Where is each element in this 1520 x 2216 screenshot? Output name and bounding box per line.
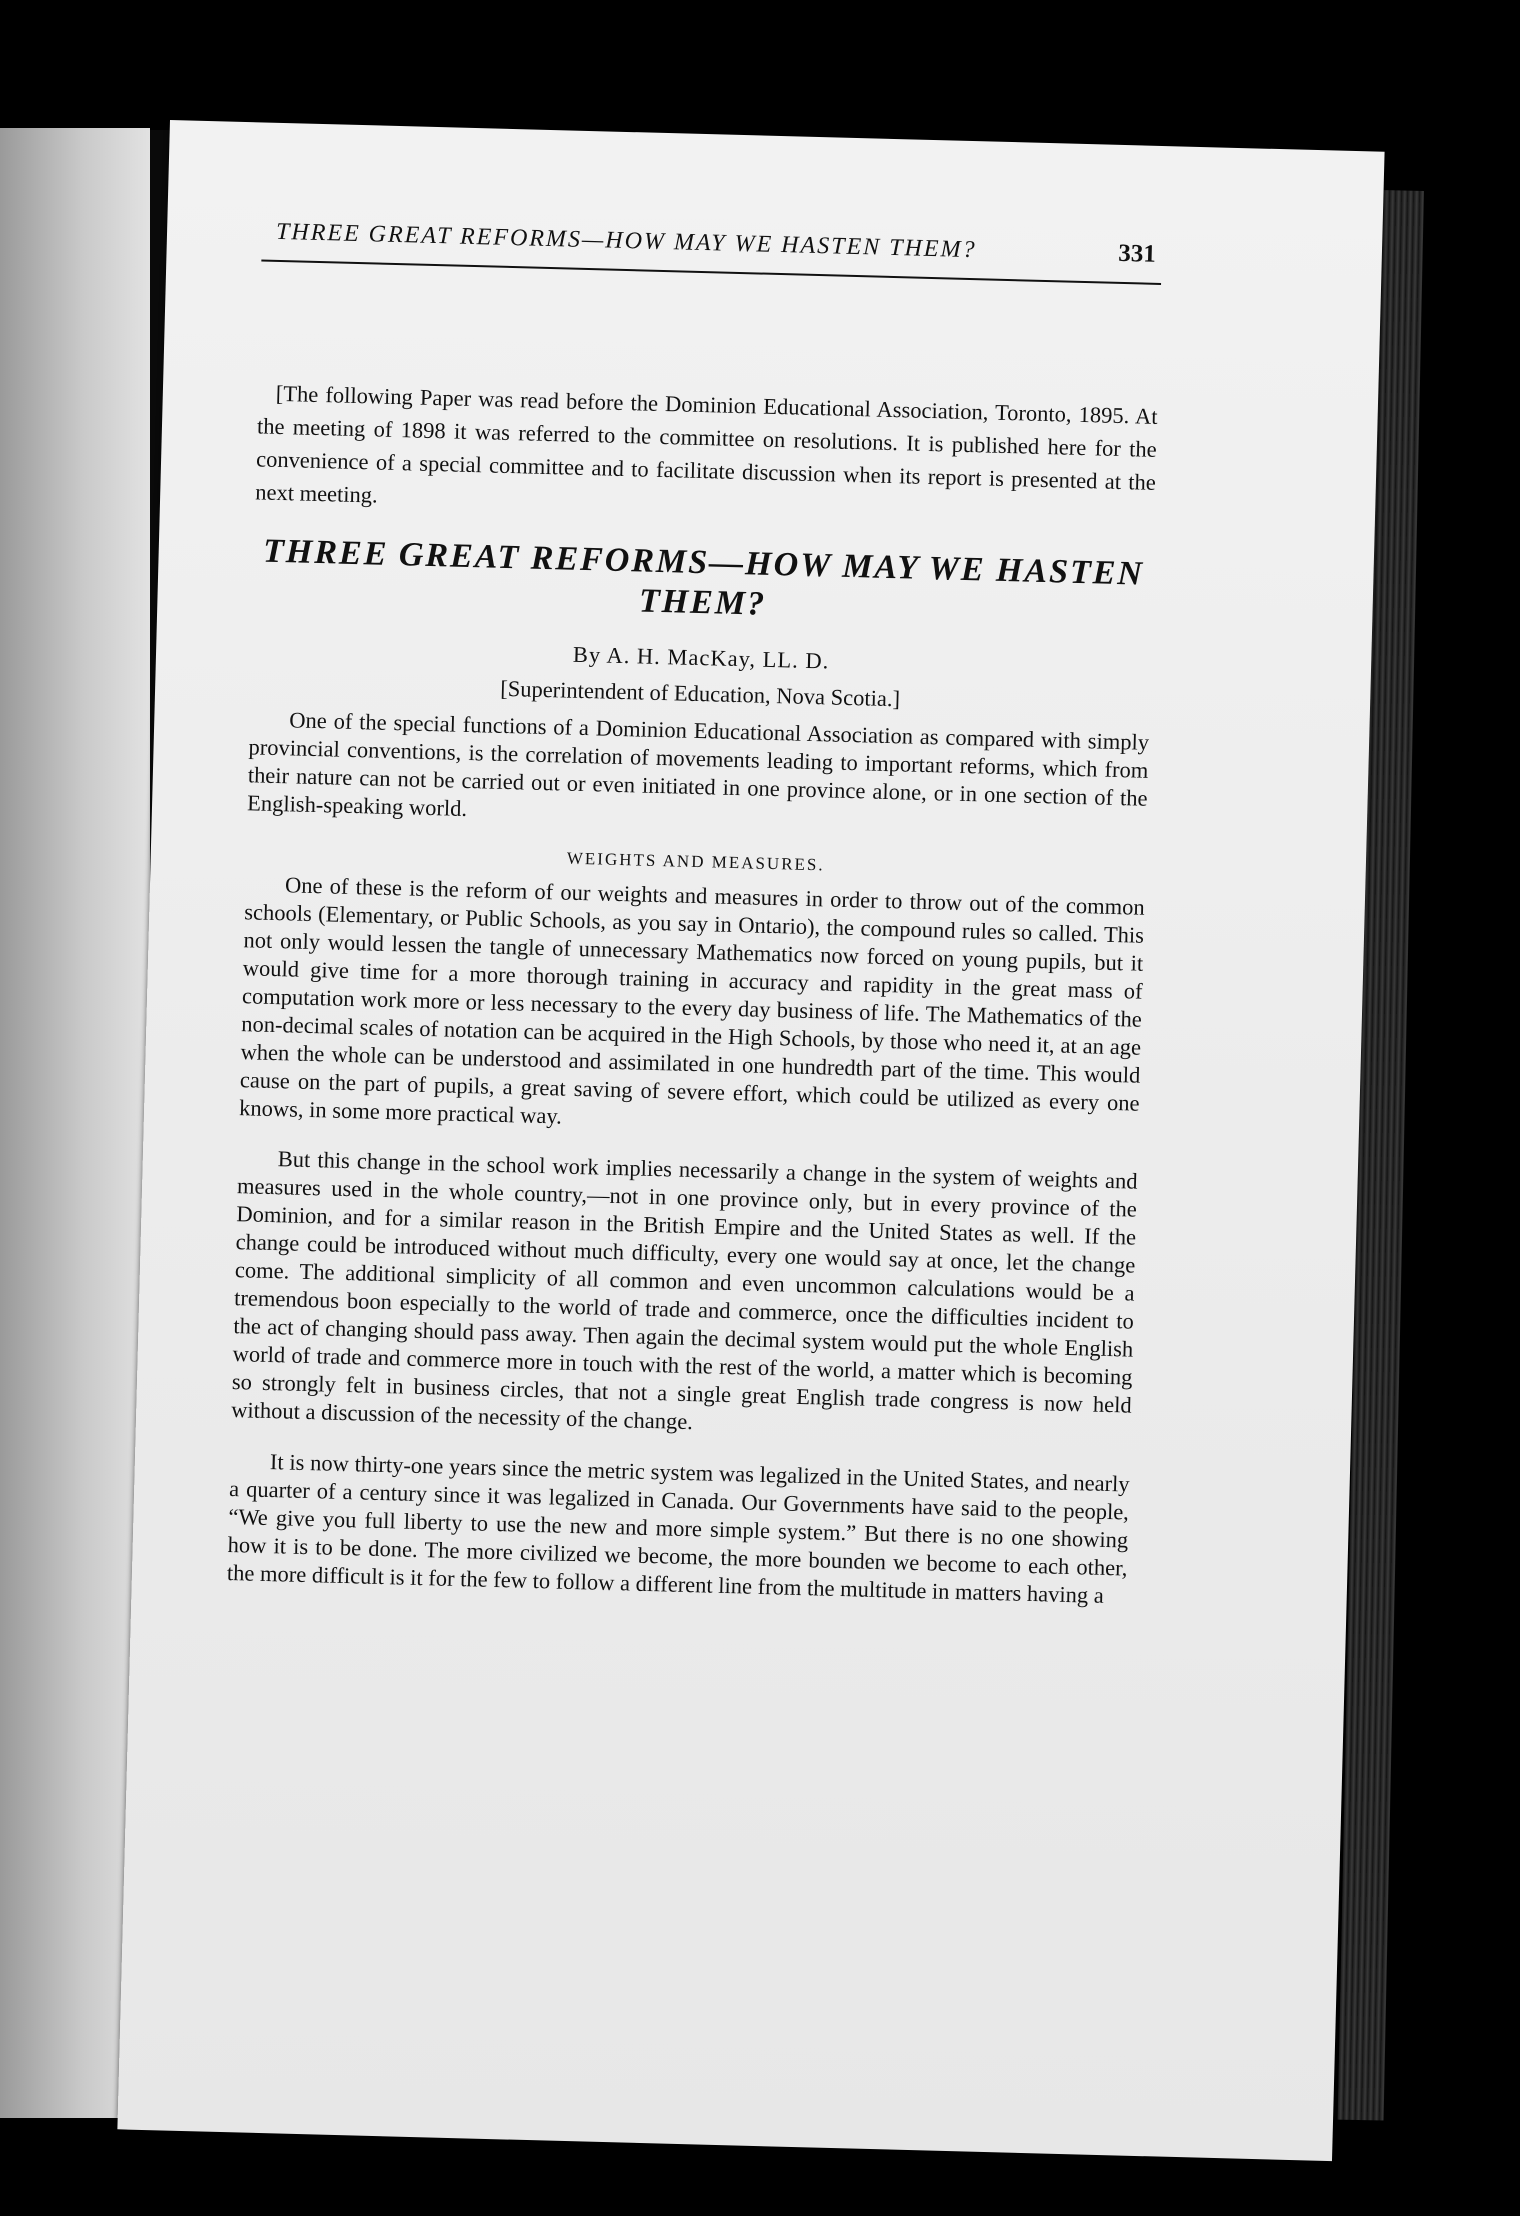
- author-byline: By A. H. MacKay, LL. D.: [572, 641, 830, 674]
- body-paragraph: One of these is the reform of our weights and measures in order to throw out of the common schools (Elementary, or Public Schools, as you say in Ontario), the compound rules so called. This not only would lessen the tangle of unnecessary Mathematics now forced on young pupils, but it would give time for a more thorough training in accuracy and rapidity in the great mass of computation work more or less necessary to the every day business of life. The Mathematics of the non-decimal scales of notation can be acquired in the High Schools, by those who need it, at an age when the whole can be understood and assimilated in one hundredth part of the time. This would cause on the part of pupils, a great saving of severe effort, which could be utilized as every one knows, in some more practical way.: [238, 872, 1146, 1129]
- body-paragraph: It is now thirty-one years since the metric system was legalized in the United States, and nearly a quarter of a century since it was legalized in Canada. Our Governments have said to the people, “We give you full liberty to use the new and more simple system.” But there is no one showing how it is to be done. The more civilized we become, the more bounden we become to each other, the more difficult is it for the few to follow a different line from the multitude in matters having a: [226, 1448, 1130, 1608]
- article-title: THREE GREAT REFORMS—HOW MAY WE HASTEN THEM?: [262, 532, 1145, 623]
- body-paragraph: But this change in the school work implies necessarily a change in the system of weights and measures used in the whole country,—not in one province only, but in every province of the Dominion, and for a similar reason in the British Empire and the United States as well. If the change could be introduced without much difficulty, every one would say at once, let the change come. The additional simplicity of all common and even uncommon calculations would be a tremendous boon especially to the world of trade and commerce, once the difficulties incident to the act of changing should pass away. Then again the decimal system would put the whole English world of trade and commerce more in touch with the rest of the world, a matter which is becoming so strongly felt in business circles, that not a single great English trade congress is now held without a discussion of the necessity of the change.: [230, 1146, 1138, 1435]
- running-head-title: THREE GREAT REFORMS—HOW MAY WE HASTEN THEM?: [275, 218, 977, 264]
- author-affiliation: [Superintendent of Education, Nova Scotia.]: [499, 676, 901, 712]
- book-page: [117, 120, 1384, 2161]
- editorial-note: [The following Paper was read before the Dominion Educational Association, Toronto, 1895. At the meeting of 1898 it was referred to the committee on resolutions. It is published here for the convenience of a special committee and to facilitate discussion when its report is presented at the next meeting.: [254, 380, 1158, 508]
- section-heading: WEIGHTS AND MEASURES.: [566, 848, 825, 875]
- page-number: 331: [1117, 239, 1157, 268]
- running-head: [261, 217, 1162, 285]
- opening-paragraph: One of the special functions of a Dominion Educational Association as compared with simply provincial conventions, is the correlation of movements leading to important reforms, which from their nature can not be carried out or even initiated in one province alone, or in one section of the English-speaking world.: [246, 707, 1150, 822]
- page-content: [226, 217, 1162, 1632]
